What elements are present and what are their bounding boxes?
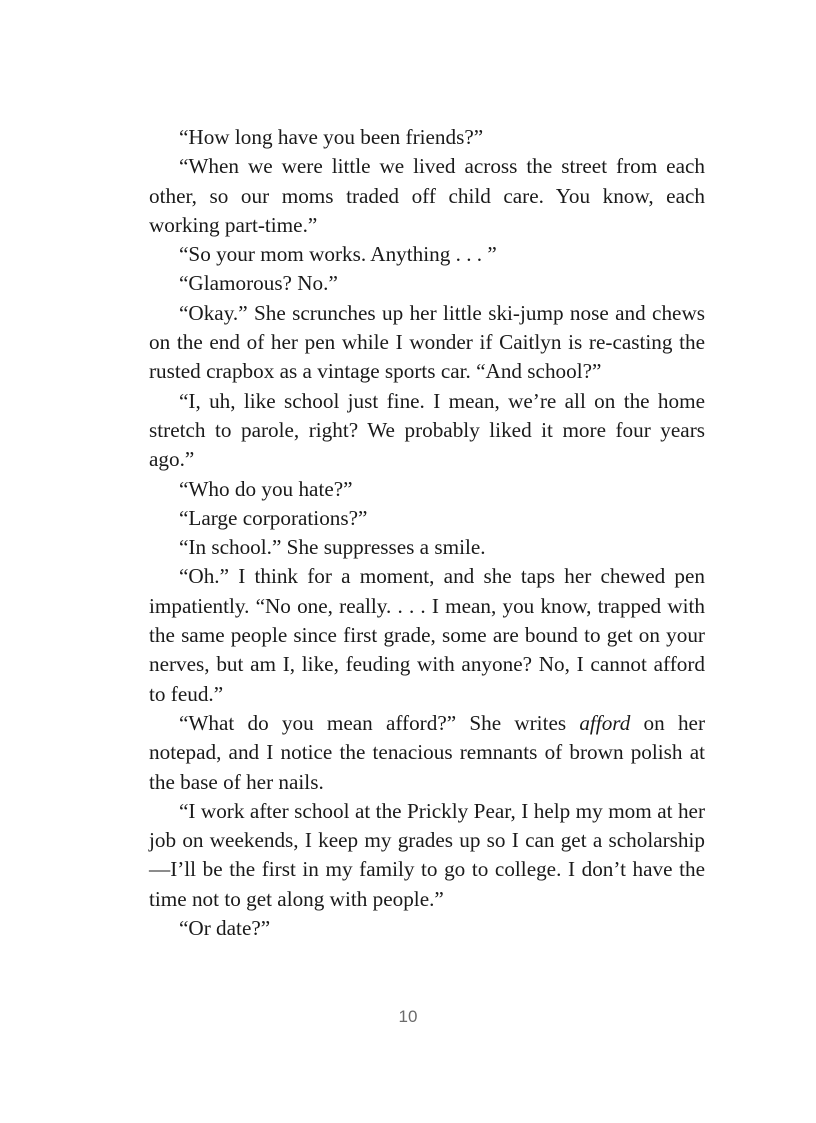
paragraph: “Glamorous? No.”: [179, 271, 338, 296]
paragraph: “Oh.” I think for a moment, and she taps her chewed pen impatiently. “No one, really. . . . I mean, you know, trapped with the same people since first grade, some are bound to get on your nerves, but am I, like, feuding with anyone? No, I cannot afford to feud.”: [149, 564, 705, 706]
page-number: 10: [398, 1007, 418, 1026]
paragraph: “In school.” She suppresses a smile.: [179, 535, 486, 560]
paragraph-text: “What do you mean afford?” She writes: [179, 710, 580, 735]
body-text: [149, 123, 705, 943]
paragraph: [149, 709, 705, 797]
paragraph: “I, uh, like school just fine. I mean, we’re all on the home stretch to parole, right? We probably liked it more four years ago.”: [149, 388, 705, 472]
paragraph-text: on her notepad, and I notice the tenacious remnants of brown polish at the base of her nails.: [149, 710, 705, 794]
paragraph: “When we were little we lived across the street from each other, so our moms traded off child care. You know, each working part-time.”: [149, 154, 705, 237]
paragraph: “I work after school at the Prickly Pear, I help my mom at her job on weekends, I keep my grades up so I can get a scholarship—I’ll be the first in my family to go to college. I don’t have the time not to get along with people.”: [149, 798, 705, 911]
paragraph: “Large corporations?”: [179, 505, 368, 530]
paragraph: “How long have you been friends?”: [179, 125, 484, 149]
paragraph: “Okay.” She scrunches up her little ski-jump nose and chews on the end of her pen while I wonder if Caitlyn is re-casting the rusted crapbox as a vintage sports car. “And school?”: [149, 300, 705, 384]
italic-word: afford: [579, 710, 631, 735]
paragraph: “Who do you hate?”: [179, 476, 353, 501]
paragraph: “So your mom works. Anything . . . ”: [179, 242, 497, 267]
paragraph: “Or date?”: [179, 916, 271, 941]
